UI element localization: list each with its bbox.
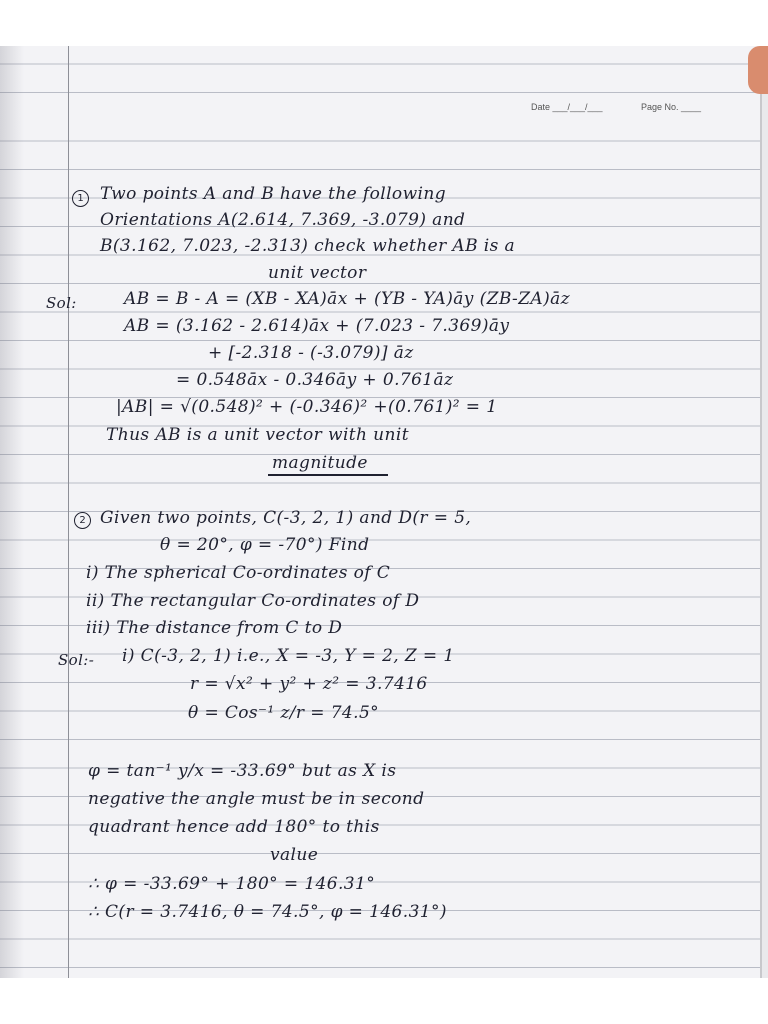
- finger: [748, 46, 768, 94]
- page-number-label: Page No. ____: [641, 102, 702, 112]
- sol1-line-2: AB = (3.162 - 2.614)āx + (7.023 - 7.369)āy: [124, 316, 510, 336]
- q2-item-2: ii) The rectangular Co-ordinates of D: [86, 591, 420, 611]
- sol2-line-1: i) C(-3, 2, 1) i.e., X = -3, Y = 2, Z = 1: [122, 646, 455, 666]
- q2-line-1: Given two points, C(-3, 2, 1) and D(r = 5,: [100, 508, 472, 528]
- sol1-line-4: = 0.548āx - 0.346āy + 0.761āz: [176, 370, 454, 390]
- sol1-line-6: Thus AB is a unit vector with unit: [106, 425, 409, 445]
- sol2-line-2: r = √x² + y² + z² = 3.7416: [190, 674, 428, 694]
- q2-item-3: iii) The distance from C to D: [86, 618, 343, 638]
- q1-line-3: B(3.162, 7.023, -2.313) check whether AB is a: [100, 236, 516, 256]
- sol1-line-5: |AB| = √(0.548)² + (-0.346)² +(0.761)² = 1: [116, 397, 498, 417]
- sol2-line-9: ∴ C(r = 3.7416, θ = 74.5°, φ = 146.31°): [88, 902, 447, 922]
- q1-line-4: unit vector: [268, 263, 367, 283]
- q1-line-2: Orientations A(2.614, 7.369, -3.079) and: [100, 210, 466, 230]
- background-bottom: [0, 978, 768, 1024]
- question-1-number: 1: [72, 190, 89, 207]
- sol1-line-7: magnitude: [272, 453, 368, 473]
- q2-line-2: θ = 20°, φ = -70°) Find: [160, 535, 370, 555]
- solution-1-label: Sol:: [46, 294, 77, 312]
- date-label: Date ___/___/___: [531, 102, 603, 112]
- magnitude-underline: [268, 474, 388, 476]
- background-top: [0, 0, 768, 46]
- sol2-line-7: value: [270, 845, 319, 865]
- sol2-line-8: ∴ φ = -33.69° + 180° = 146.31°: [88, 874, 376, 894]
- solution-2-label: Sol:-: [58, 651, 95, 669]
- sol1-line-1: AB = B - A = (XB - XA)āx + (YB - YA)āy (ZB-ZA)āz: [124, 289, 571, 309]
- sol2-line-4: φ = tan⁻¹ y/x = -33.69° but as X is: [88, 761, 397, 781]
- sol2-line-5: negative the angle must be in second: [88, 789, 425, 809]
- q2-item-1: i) The spherical Co-ordinates of C: [86, 563, 391, 583]
- question-2-number: 2: [74, 512, 91, 529]
- q1-line-1: Two points A and B have the following: [100, 184, 446, 204]
- margin-line: [68, 46, 69, 978]
- sol2-line-3: θ = Cos⁻¹ z/r = 74.5°: [188, 703, 380, 723]
- sol1-line-3: + [-2.318 - (-3.079)] āz: [208, 343, 414, 363]
- sol2-line-6: quadrant hence add 180° to this: [88, 817, 380, 837]
- page-shadow: [0, 46, 24, 978]
